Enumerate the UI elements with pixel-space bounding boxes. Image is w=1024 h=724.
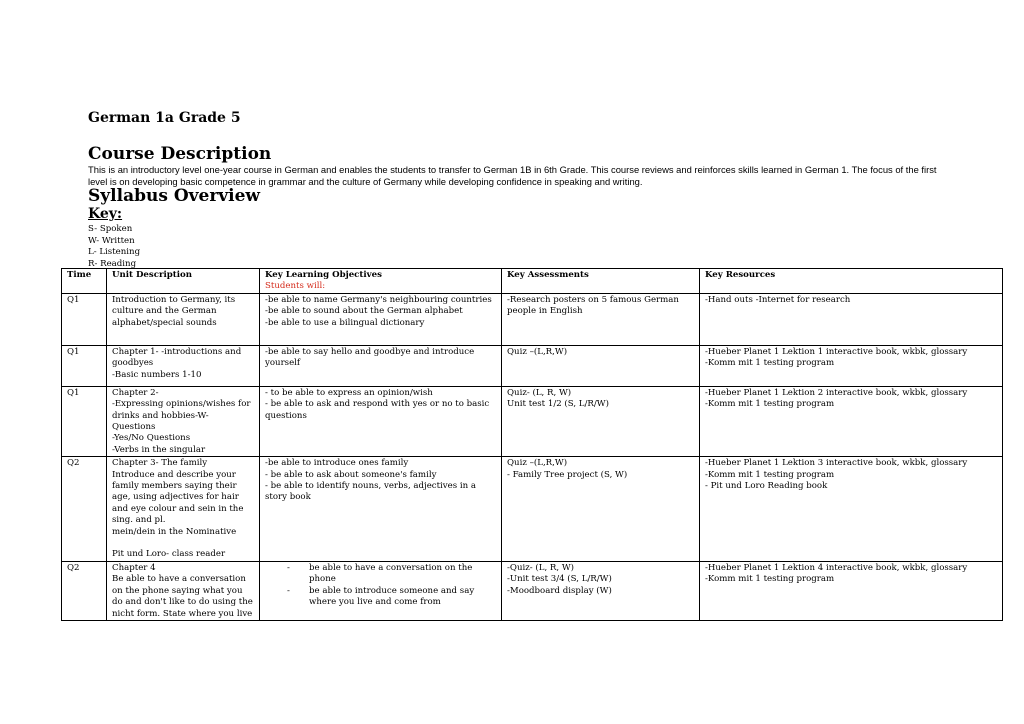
- cell-line: -Hueber Planet 1 Lektion 1 interactive book, wkbk, glossary: [705, 346, 968, 357]
- cell-line: -Research posters on 5 famous German people in English: [507, 294, 679, 317]
- key-heading: Key:: [88, 206, 123, 222]
- cell-line: Chapter 4: [112, 562, 156, 573]
- header-time: Time: [62, 269, 107, 294]
- key-list: [88, 224, 140, 270]
- table-row: [62, 457, 1003, 562]
- cell-line: -be able to say hello and goodbye and introduce yourself: [265, 346, 475, 369]
- header-key-learning-objectives: [260, 269, 502, 294]
- cell-line: mein/dein in the Nominative: [112, 526, 237, 537]
- cell-line: -Yes/No Questions: [112, 433, 191, 444]
- cell-assessments: [502, 293, 700, 345]
- cell-line: -Basic numbers 1-10: [112, 369, 202, 380]
- cell-line: Introduction to Germany, its culture and the German alphabet/special sounds: [112, 294, 236, 328]
- cell-line: Unit test 1/2 (S, L/R/W): [507, 399, 609, 410]
- cell-resources: [700, 386, 1003, 456]
- cell-line: -Komm mit 1 testing program: [705, 469, 835, 480]
- document-title: German 1a Grade 5: [88, 110, 241, 126]
- cell-unit: [107, 457, 260, 562]
- cell-assessments: [502, 457, 700, 562]
- cell-line: Quiz- (L, R, W): [507, 387, 572, 398]
- syllabus-overview-heading: Syllabus Overview: [88, 186, 261, 206]
- cell-resources: [700, 345, 1003, 386]
- cell-time: Q1: [62, 293, 107, 345]
- cell-line: Chapter 3- The family: [112, 458, 208, 469]
- cell-line: -Hueber Planet 1 Lektion 3 interactive book, wkbk, glossary: [705, 458, 968, 469]
- cell-line: -Quiz- (L, R, W): [507, 562, 575, 573]
- cell-objectives: [260, 561, 502, 620]
- cell-unit: [107, 561, 260, 620]
- table-row: [62, 561, 1003, 620]
- cell-line: - be able to identify nouns, verbs, adjectives in a story book: [265, 481, 477, 503]
- cell-line: - be able to ask about someone's family: [265, 469, 437, 480]
- cell-line: -be able to name Germany's neighbouring countries: [265, 294, 492, 305]
- cell-line: Chapter 1- -introductions and goodbyes: [112, 346, 242, 369]
- cell-line: - be able to ask and respond with yes or no to basic questions: [265, 399, 490, 421]
- cell-line: Introduce and describe your family members saying their age, using adjectives for hair and eye colour and sein in the sing. and pl.: [112, 469, 244, 526]
- objectives-header-label: Key Learning Objectives: [265, 270, 382, 280]
- cell-unit: [107, 386, 260, 456]
- header-key-resources: Key Resources: [700, 269, 1003, 294]
- cell-line: -Moodboard display (W): [507, 585, 612, 596]
- cell-line: -Komm mit 1 testing program: [705, 574, 835, 585]
- cell-line: -Komm mit 1 testing program: [705, 358, 835, 369]
- students-will-label: Students will:: [265, 281, 326, 292]
- cell-line: -Verbs in the singular: [112, 444, 206, 455]
- cell-objectives: [260, 345, 502, 386]
- cell-line: -Hand outs -Internet for research: [705, 294, 851, 305]
- header-key-assessments: Key Assessments: [502, 269, 700, 294]
- cell-line: [112, 538, 254, 549]
- cell-line: -be able to sound about the German alphabet: [265, 306, 463, 317]
- key-item: S- Spoken: [88, 224, 133, 234]
- cell-line: -Expressing opinions/wishes for drinks and hobbies-W- Questions: [112, 399, 251, 433]
- cell-line: -Komm mit 1 testing program: [705, 399, 835, 410]
- cell-time: Q1: [62, 345, 107, 386]
- cell-line: Be able to have a conversation on the phone saying what you do and don't like to do using the nicht form. State where you live: [112, 574, 253, 619]
- cell-resources: [700, 457, 1003, 562]
- cell-objectives: [260, 457, 502, 562]
- syllabus-table: [61, 268, 1003, 621]
- cell-line: - Family Tree project (S, W): [507, 469, 628, 480]
- cell-line: Quiz –(L,R,W): [507, 458, 568, 469]
- cell-unit: [107, 345, 260, 386]
- cell-line: Quiz –(L,R,W): [507, 346, 568, 357]
- cell-line: -Hueber Planet 1 Lektion 2 interactive book, wkbk, glossary: [705, 387, 968, 398]
- table-header-row: [62, 269, 1003, 294]
- cell-assessments: [502, 345, 700, 386]
- cell-objectives: [260, 386, 502, 456]
- cell-time: Q2: [62, 561, 107, 620]
- cell-line: Chapter 2-: [112, 387, 159, 398]
- header-unit-description: Unit Description: [107, 269, 260, 294]
- table-row: [62, 386, 1003, 456]
- course-description-heading: Course Description: [88, 144, 272, 164]
- cell-time: Q1: [62, 386, 107, 456]
- cell-line: -Hueber Planet 1 Lektion 4 interactive book, wkbk, glossary: [705, 562, 968, 573]
- cell-line: - Pit und Loro Reading book: [705, 481, 828, 492]
- cell-unit: [107, 293, 260, 345]
- course-description-text: This is an introductory level one-year course in German and enables the students to transfer to German 1B in 6th Grade. This course reviews and reinforces skills learned in German 1. The focus of the first level is on developing basic competence in grammar and the culture of Germany while developing confidence in speaking and writing.: [88, 164, 937, 187]
- cell-resources: [700, 561, 1003, 620]
- cell-line: -be able to use a bilingual dictionary: [265, 317, 425, 328]
- cell-line: - to be able to express an opinion/wish: [265, 387, 433, 398]
- key-item: R- Reading: [88, 258, 137, 269]
- cell-assessments: [502, 561, 700, 620]
- key-item: W- Written: [88, 235, 135, 246]
- cell-assessments: [502, 386, 700, 456]
- bullet-item: - be able to introduce someone and say where you live and come from: [265, 586, 496, 609]
- cell-objectives: [260, 293, 502, 345]
- cell-resources: [700, 293, 1003, 345]
- cell-line: Pit und Loro- class reader: [112, 549, 226, 560]
- key-item: L- Listening: [88, 247, 141, 258]
- cell-line: -be able to introduce ones family: [265, 458, 409, 469]
- cell-line: -Unit test 3/4 (S, L/R/W): [507, 574, 612, 585]
- table-row: [62, 345, 1003, 386]
- cell-time: Q2: [62, 457, 107, 562]
- table-row: [62, 293, 1003, 345]
- bullet-item: - be able to have a conversation on the phone: [265, 563, 496, 586]
